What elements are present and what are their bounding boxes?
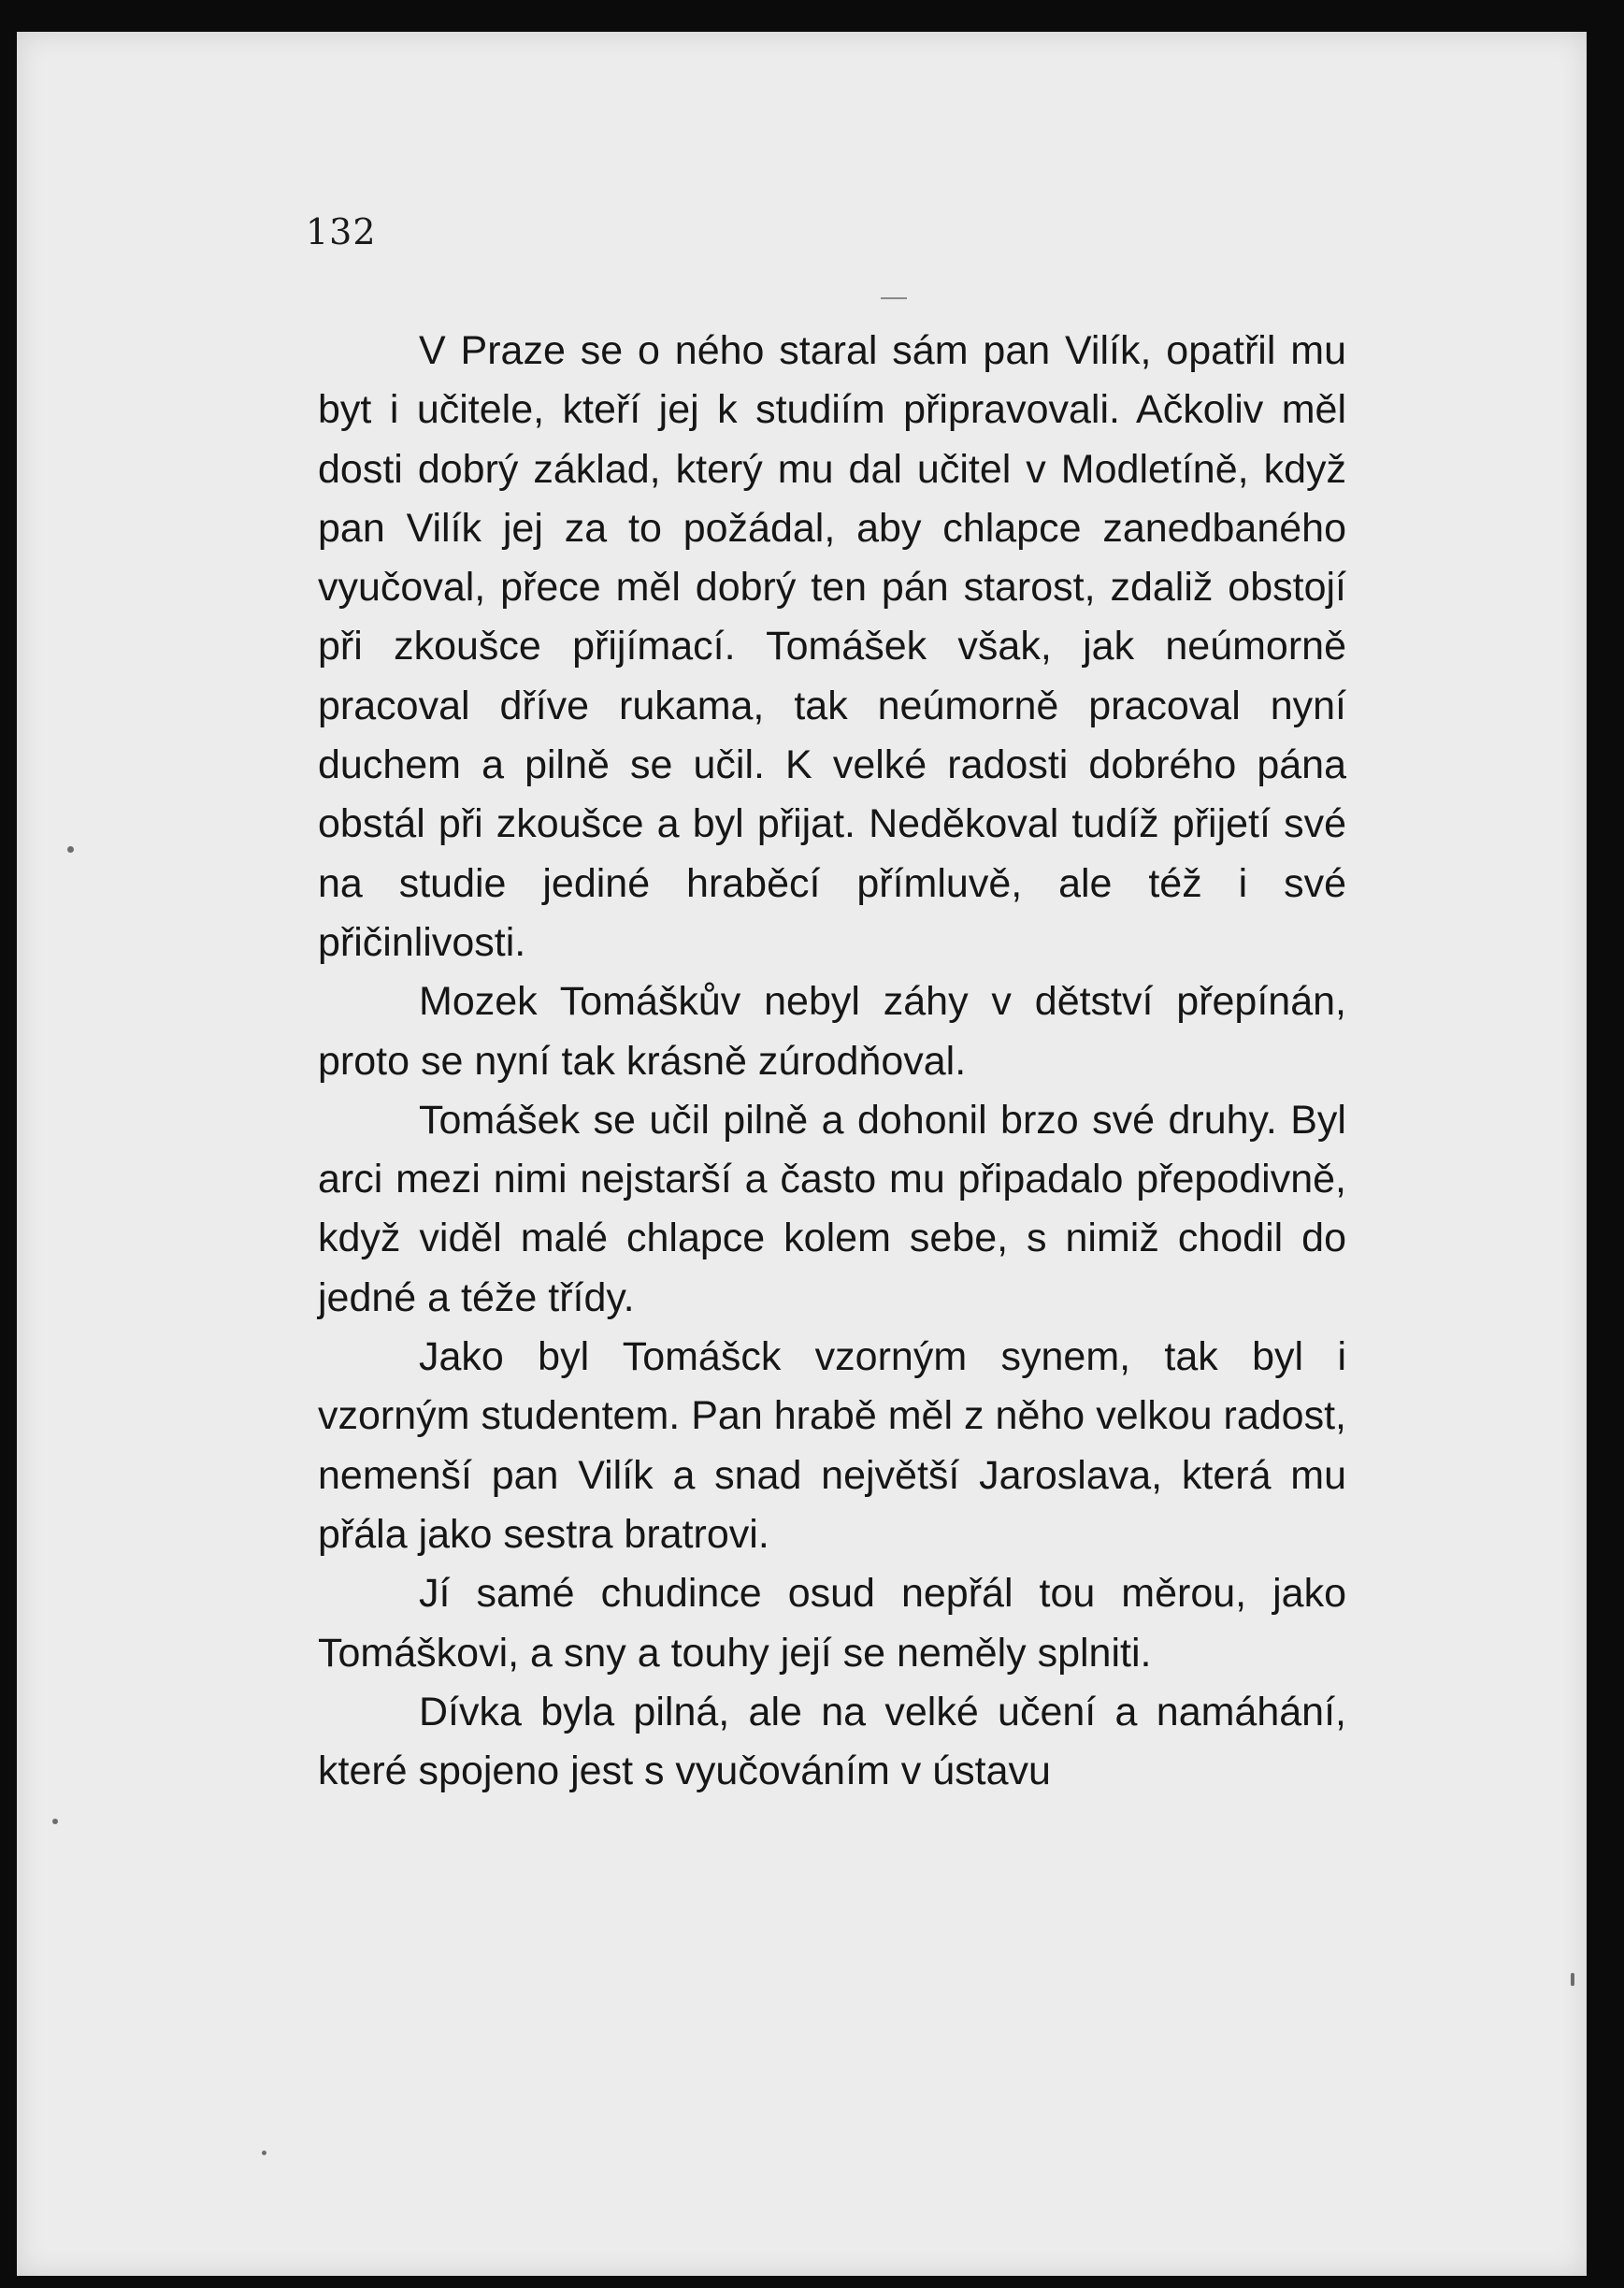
speck-mark xyxy=(67,846,74,853)
paragraph: Jí samé chudince osud nepřál tou měrou, jako Tomáškovi, a sny a touhy její se neměly splniti. xyxy=(318,1571,1346,1676)
body-text xyxy=(318,322,1346,1801)
paragraph: Dívka byla pilná, ale na velké učení a namáhání, které spojeno jest s vyučováním v ústavu xyxy=(318,1689,1346,1794)
scan-edge xyxy=(1587,0,1624,2288)
speck-mark xyxy=(52,1819,58,1824)
paragraph: Jako byl Tomášck vzorným synem, tak byl i vzorným studentem. Pan hrabě měl z něho velkou radost, nemenší pan Vilík a snad největší Jaroslava, která mu přála jako sestra bratrovi. xyxy=(318,1334,1346,1557)
paragraph: Tomášek se učil pilně a dohonil brzo své druhy. Byl arci mezi nimi nejstarší a často mu připadalo přepodivně, když viděl malé chlapce kolem sebe, s nimiž chodil do jedné a téže třídy. xyxy=(318,1097,1346,1320)
paragraph: Mozek Tomáškův nebyl záhy v dětství přepínán, proto se nyní tak krásně zúrodňoval. xyxy=(318,979,1346,1084)
paragraph: V Praze se o ného staral sám pan Vilík, opatřil mu byt i učitele, kteří jej k studiím připravovali. Ačkoliv měl dosti dobrý základ, který mu dal učitel v Modletíně, když pan Vilík jej za to požádal, aby chlapce zanedbaného vyučoval, přece měl dobrý ten pán starost, zdaliž obstojí při zkoušce přijímací. Tomášek však, jak neúmorně pracoval dříve rukama, tak neúmorně pracoval nyní duchem a pilně se učil. K velké radosti dobrého pána obstál při zkoušce a byl přijat. Neděkoval tudíž přijetí své na studie jediné hraběcí přímluvě, ale též i své přičinlivosti. xyxy=(318,328,1346,965)
page-number: 132 xyxy=(306,211,377,252)
dash-mark xyxy=(881,297,907,299)
speck-mark xyxy=(1571,1973,1574,1986)
speck-mark xyxy=(262,2151,266,2155)
